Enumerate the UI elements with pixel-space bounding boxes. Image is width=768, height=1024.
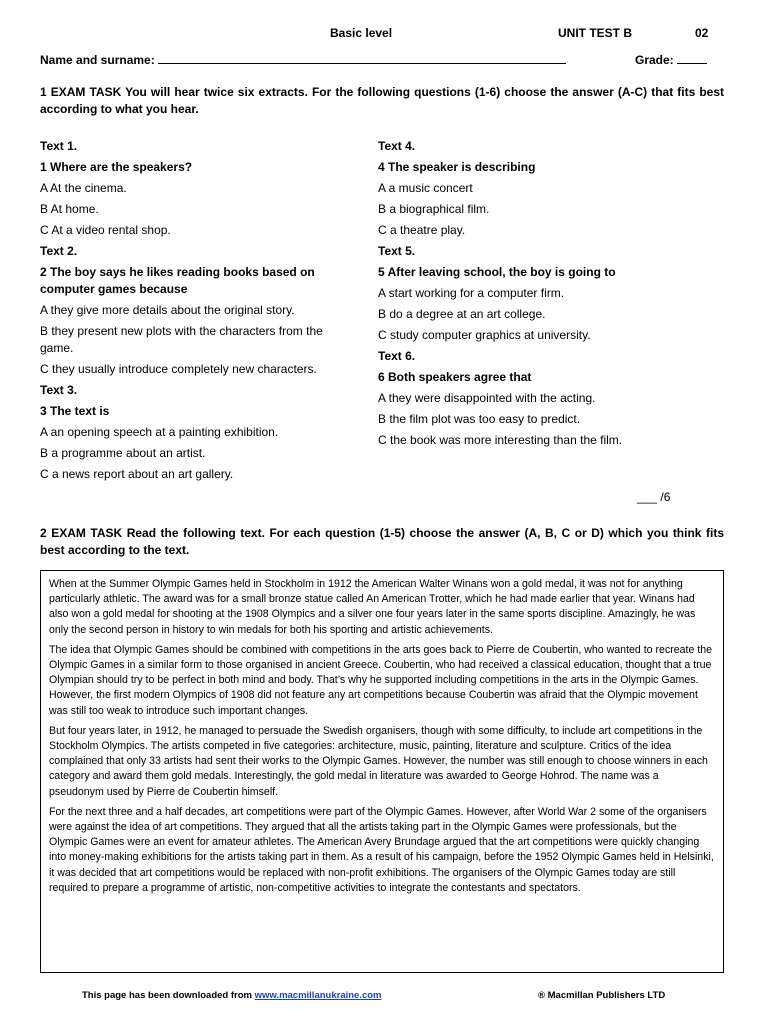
answer-option[interactable]: A they were disappointed with the acting.: [378, 391, 596, 405]
answer-option[interactable]: A an opening speech at a painting exhibition.: [40, 425, 279, 439]
question-line: 2 The boy says he likes reading books based on computer games because: [40, 265, 315, 296]
answer-option[interactable]: C a theatre play.: [378, 223, 466, 237]
answer-option[interactable]: B a programme about an artist.: [40, 446, 206, 460]
answer-option[interactable]: C At a video rental shop.: [40, 223, 171, 237]
footer-copyright: ® Macmillan Publishers LTD: [538, 990, 666, 1001]
answer-option[interactable]: B do a degree at an art college.: [378, 307, 546, 321]
question-line: 4 The speaker is describing: [378, 160, 536, 174]
reading-paragraph: When at the Summer Olympic Games held in Stockholm in 1912 the American Walter Winans won a gold medal, it was not for anything particularly athletic. The award was for a small bronze statue called An American Trotter, which he had made earlier that year. Winans had also won a gold medal for shooting at the 1908 Olympics and a silver one four years later in the same sports discipline. Amazingly, he was only the second person in history to win medals for both his sporting and artistic achievements.: [49, 578, 696, 636]
answer-option[interactable]: C they usually introduce completely new characters.: [40, 362, 317, 376]
answer-option[interactable]: B At home.: [40, 202, 99, 216]
task1-instruction: 1 EXAM TASK You will hear twice six extracts. For the following questions (1-6) choose the answer (A-C) that fits best according to what you hear.: [40, 85, 724, 116]
reading-paragraph: But four years later, in 1912, he managed to persuade the Swedish organisers, though with some difficulty, to include art competitions in the Stockholm Olympics. The artists competed in five categories: architecture, music, painting, literature and sculpture. Critics of the idea complained that only 33 artists had sent their works to the Olympic Games. However, the number was still enough to choose winners in each category and award them gold medals. Interestingly, the gold medal in literature was awarded to George Hohrod. The name was a pseudonym used by Pierre de Coubertin himself.: [49, 724, 708, 798]
question-line: 3 The text is: [40, 404, 110, 418]
question-line: Text 3.: [40, 383, 78, 397]
answer-option[interactable]: B a biographical film.: [378, 202, 490, 216]
grade-line: [635, 53, 707, 67]
footer-prefix: This page has been downloaded from: [82, 990, 252, 1001]
question-line: Text 4.: [378, 139, 416, 153]
answer-option[interactable]: C the book was more interesting than the film.: [378, 433, 623, 447]
reading-text-box: [40, 570, 724, 973]
answer-option[interactable]: A start working for a computer firm.: [378, 286, 565, 300]
answer-option[interactable]: A At the cinema.: [40, 181, 127, 195]
footer-source: [82, 990, 382, 1001]
reading-paragraph: For the next three and a half decades, art competitions were part of the Olympic Games. However, after World War 2 some of the organisers were against the idea of art competitions. They argued that all the artists taking part in the Olympic Games were professionals, but the Olympic Games were an event for amateur athletes. The American Avery Brundage argued that the art competitions were quickly changing into money-making exhibitions for the artists taking part in them. As a result of his campaign, before the 1952 Olympic Games held in Helsinki, it was decided that art competitions would be replaced with non-profit exhibitions. The organisers of the Olympic Games today are still required to prepare a programme of artistic, non-competitive activities to integrate the contestants and spectators.: [49, 805, 714, 894]
question-line: 1 Where are the speakers?: [40, 160, 193, 174]
question-line: Text 5.: [378, 244, 416, 258]
answer-option[interactable]: C a news report about an art gallery.: [40, 467, 234, 481]
question-line: Text 2.: [40, 244, 78, 258]
task1-score: ___ /6: [637, 490, 671, 504]
name-label: Name and surname:: [40, 53, 155, 67]
question-line: Text 1.: [40, 139, 78, 153]
answer-option[interactable]: C study computer graphics at university.: [378, 328, 591, 342]
question-line: 5 After leaving school, the boy is going to: [378, 265, 616, 279]
answer-option[interactable]: A they give more details about the original story.: [40, 303, 295, 317]
grade-field[interactable]: [677, 53, 707, 64]
answer-option[interactable]: A a music concert: [378, 181, 473, 195]
task2-instruction: 2 EXAM TASK Read the following text. For each question (1-5) choose the answer (A, B, C or D) which you think fits best according to the text.: [40, 526, 724, 557]
reading-paragraph: The idea that Olympic Games should be combined with competitions in the arts goes back to Pierre de Coubertin, who wanted to recreate the Olympic Games in a similar form to those organised in ancient Greece. Coubertin, who had received a classical education, thought that a true Olympian should try to be perfect in both mind and body. That’s why he supported including competitions in the arts in the Olympic Games. However, the first modern Olympics of 1908 did not feature any art competitions because Coubertin was afraid that the Olympic movement was still too weak to introduce such important changes.: [49, 643, 713, 717]
question-line: Text 6.: [378, 349, 416, 363]
task1-left-column: [40, 138, 345, 487]
test-number: 02: [695, 26, 709, 40]
grade-label: Grade:: [635, 53, 674, 67]
task1-right-column: [378, 138, 678, 453]
name-line: [40, 53, 566, 67]
level-label: Basic level: [330, 26, 393, 40]
name-field[interactable]: [158, 53, 566, 64]
answer-option[interactable]: B the film plot was too easy to predict.: [378, 412, 581, 426]
question-line: 6 Both speakers agree that: [378, 370, 532, 384]
unit-label: UNIT TEST B: [558, 26, 632, 40]
footer-link[interactable]: www.macmillanukraine.com: [254, 990, 382, 1001]
answer-option[interactable]: B they present new plots with the characters from the game.: [40, 324, 323, 355]
